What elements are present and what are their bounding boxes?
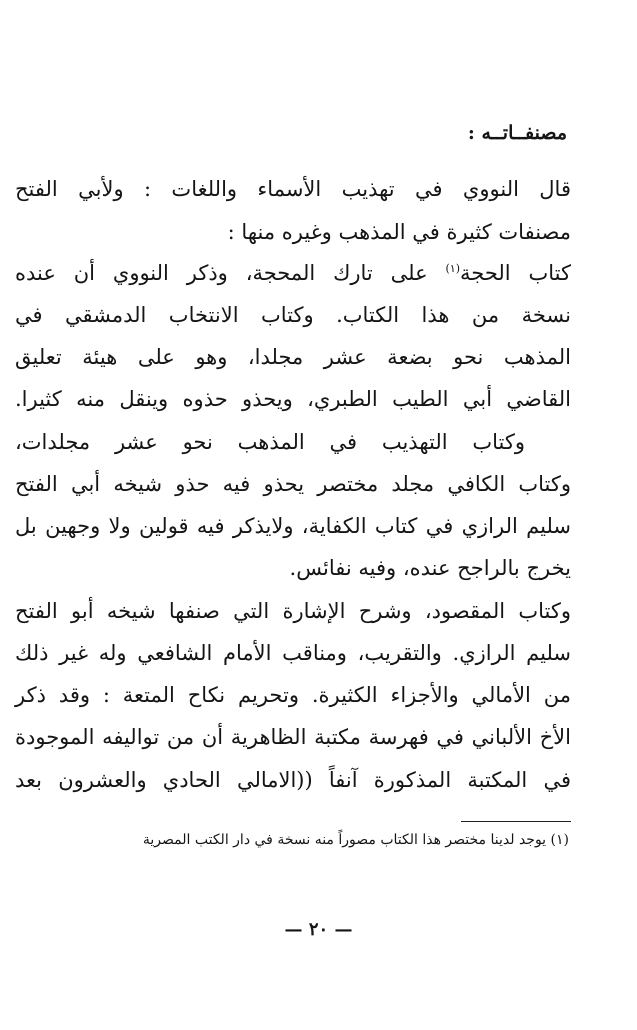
text-line-7: وكتاب التهذيب في المذهب نحو عشر مجلدات، [15,430,525,454]
page-number: — ٢٠ — [284,919,353,940]
text-line-14: الأخ الألباني في فهرسة مكتبة الظاهرية أن من تواليفه الموجودة [15,725,571,749]
text-line-13: من الأمالي والأجزاء الكثيرة. وتحريم نكاح المتعة : وقد ذكر [15,683,571,707]
footnote-marker: (١) [445,262,461,275]
text-line-10: يخرج بالراجح عنده، وفيه نفائس. [289,556,571,580]
text-line-4: نسخة من هذا الكتاب. وكتاب الانتخاب الدمشقي في [15,303,571,327]
text-line-15: في المكتبة المذكورة آنفاً ((الامالي الحادي والعشرون بعد [15,768,571,792]
footnote: (١) يوجد لدينا مختصر هذا الكتاب مصوراً منه نسخة في دار الكتب المصرية [142,832,569,848]
section-heading: مصنفــاتــه : [467,122,567,144]
text-line-3-rest: على تارك المحجة، وذكر النووي أن عنده [15,261,428,285]
text-line-1: قال النووي في تهذيب الأسماء واللغات : ولأبي الفتح [15,177,571,201]
text-line-9: سليم الرازي في كتاب الكفاية، ولايذكر فيه قولين ولا وجهين بل [15,514,571,538]
book-title-inline: كتاب الحجة [460,261,571,285]
text-line-5: المذهب نحو بضعة عشر مجلدا، وهو على هيئة تعليق [15,345,571,369]
text-line-6: القاضي أبي الطيب الطبري، ويحذو حذوه وينقل منه كثيرا. [15,387,571,411]
footnote-separator [461,821,571,822]
text-line-12: سليم الرازي. والتقريب، ومناقب الأمام الشافعي وله غير ذلك [15,641,571,665]
text-line-8: وكتاب الكافي مجلد مختصر يحذو فيه حذو شيخه أبي الفتح [15,472,571,496]
text-line-3 [15,258,571,288]
text-line-11: وكتاب المقصود، وشرح الإشارة التي صنفها شيخه أبو الفتح [15,599,571,623]
text-line-2: مصنفات كثيرة في المذهب وغيره منها : [227,220,571,244]
